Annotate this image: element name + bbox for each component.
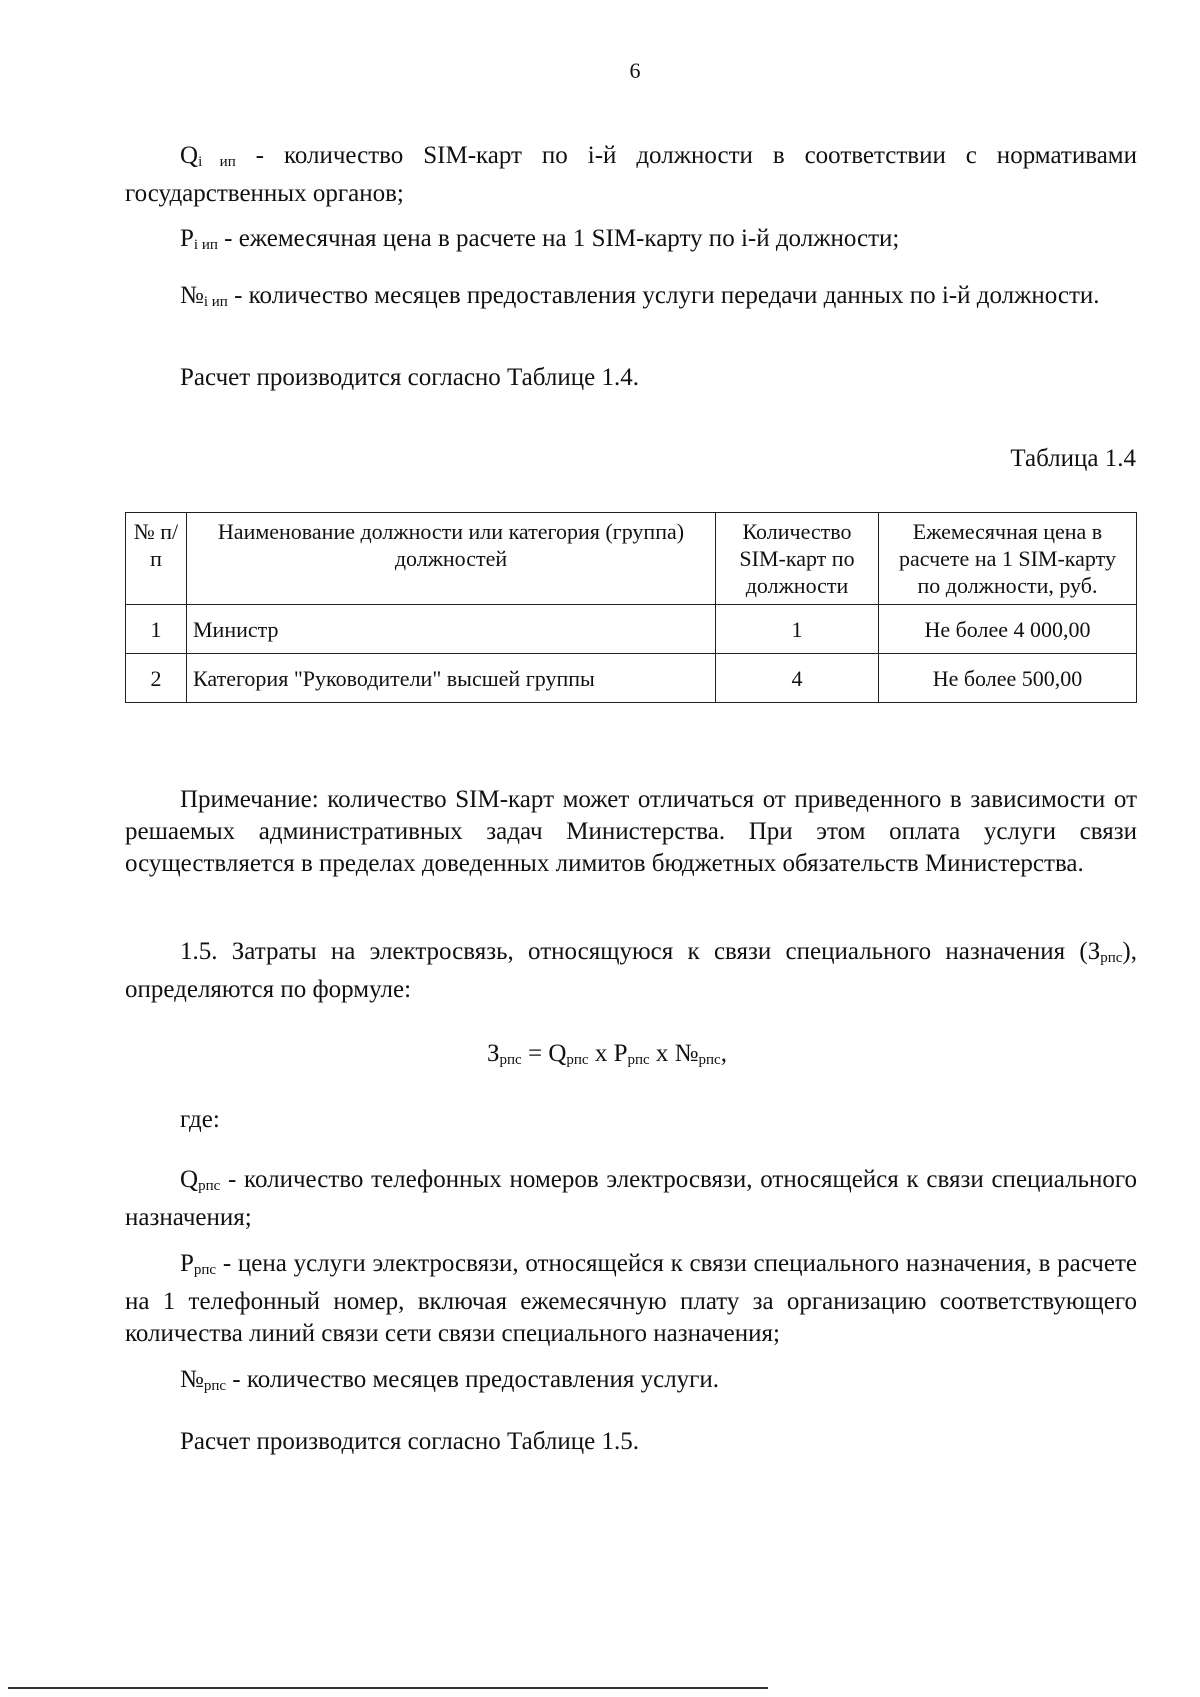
definition-q-rps: $Q_{рпс}$ - количество телефонных номеров электросвязи, относящейся к связи специального назначения; [125,1166,1137,1231]
cell-price: Не более 4 000,00 [879,605,1137,654]
definition-q-ip: $Q_{i ип}$ - количество SIM-карт по i-й должности в соответствии с нормативами государственных органов; [125,142,1137,207]
definition-n-rps: $№_{рпс}$ - количество месяцев предоставления услуги. [180,1366,720,1394]
bottom-scan-line [8,1687,768,1689]
section-1-5: 1.5. Затраты на электросвязь, относящуюся к связи специального назначения $(З_{рпс})$, определяются по формуле: [125,938,1137,1003]
header-qty: Количество SIM-карт по должности [716,513,879,605]
calc-reference-1-4: Расчет производится согласно Таблице 1.4. [180,364,639,391]
definition-n-ip: $№_{i ип}$ - количество месяцев предоставления услуги передачи данных по i-й должности. [180,282,1100,310]
formula-z-rps: $З_{рпс} = Q_{рпс}$ x $P_{рпс}$ x $№_{рпс}$, [487,1040,727,1068]
cell-name: Категория "Руководители" высшей группы [187,654,716,703]
table-1-4 [125,512,1137,703]
definition-p-rps: $P_{рпс}$ - цена услуги электросвязи, относящейся к связи специального назначения, в расчете на 1 телефонный номер, включая ежемесячную плату за организацию соответствующего количества линий связи сети связи специального назначения; [125,1250,1137,1347]
cell-num: 2 [126,654,187,703]
definition-p-ip: $P_{i ип}$ - ежемесячная цена в расчете на 1 SIM-карту по i-й должности; [180,225,900,253]
table-note: Примечание: количество SIM-карт может отличаться от приведенного в зависимости от решаемых административных задач Министерства. При этом оплата услуги связи осуществляется в пределах доведенных лимитов бюджетных обязательств Министерства. [125,786,1137,877]
table-row [126,654,1137,703]
calc-reference-1-5: Расчет производится согласно Таблице 1.5. [180,1428,639,1455]
cell-qty: 1 [716,605,879,654]
table-caption: Таблица 1.4 [1010,445,1136,472]
header-price: Ежемесячная цена в расчете на 1 SIM-карту по должности, руб. [879,513,1137,605]
cell-num: 1 [126,605,187,654]
cell-qty: 4 [716,654,879,703]
cell-name: Министр [187,605,716,654]
table-header-row [126,513,1137,605]
cell-price: Не более 500,00 [879,654,1137,703]
page-number: 6 [629,58,641,83]
header-name: Наименование должности или категория (группа) должностей [187,513,716,605]
header-num: № п/п [126,513,187,605]
table-row [126,605,1137,654]
where-label: где: [180,1106,220,1133]
